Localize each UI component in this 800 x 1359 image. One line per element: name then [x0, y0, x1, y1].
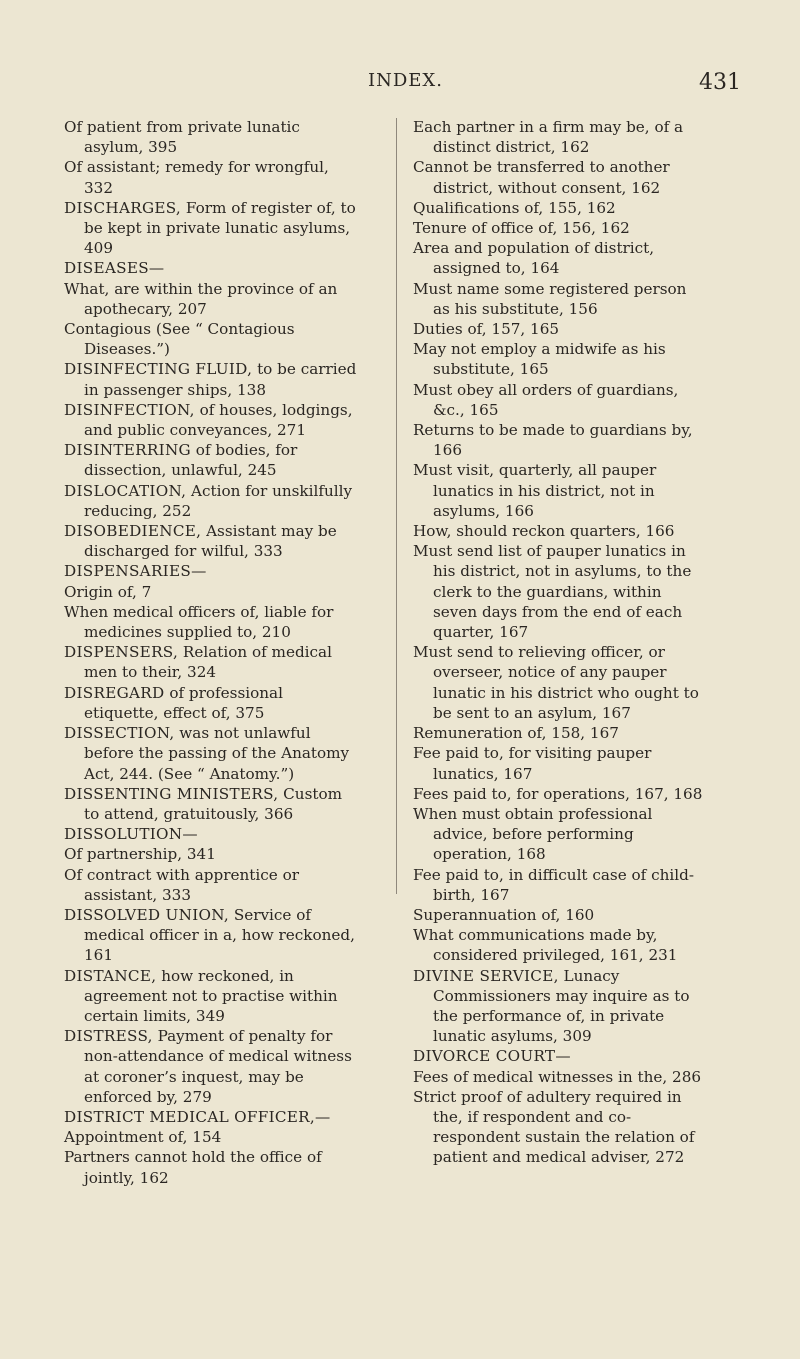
index-entry-text: of bodies, for dissection, unlawful, 245 [84, 441, 298, 480]
index-subentry: What communications made by, considered privileged, 161, 231 [413, 926, 678, 965]
index-entry [64, 359, 360, 399]
index-heading: DISREGARD [64, 683, 165, 702]
index-subentry: Fee paid to, in difficult case of child-birth, 167 [413, 865, 694, 904]
index-entry [64, 824, 360, 844]
index-entry-text: of houses, lodgings, and public conveyances, 271 [84, 400, 353, 440]
index-subentry: Contagious (See “ Contagious Diseases.”) [64, 320, 295, 359]
index-subentry: May not employ a midwife as his substitute, 165 [413, 340, 666, 379]
index-subentry: Of patient from private lunatic asylum, 395 [64, 118, 300, 157]
index-entry-text: Action for unskilfully reducing, 252 [84, 481, 353, 520]
index-subentry: Fees paid to, for operations, 167, 168 [413, 784, 703, 803]
index-subentry: Must send list of pauper lunatics in his district, not in asylums, to the clerk to the guardians, within seven days from the end of each quarter, 167 [413, 542, 692, 642]
index-heading: DISPENSARIES— [64, 562, 207, 581]
index-entry [64, 400, 360, 440]
index-subentry: Tenure of office of, 156, 162 [413, 219, 630, 238]
index-heading: DIVINE SERVICE, [413, 966, 559, 985]
index-heading: DISTRESS, [64, 1027, 153, 1046]
index-subentry: Must visit, quarterly, all pauper lunatics in his district, not in asylums, 166 [413, 461, 657, 520]
index-entry-text: to be carried in passenger ships, 138 [84, 360, 357, 399]
index-subentry: Superannuation of, 160 [413, 905, 595, 924]
index-subentry: Strict proof of adultery required in the, if respondent and co-respondent sustain the relation of patient and medical adviser, 272 [413, 1087, 695, 1167]
index-entry [64, 561, 360, 581]
index-subentry: Of contract with apprentice or assistant, 333 [64, 865, 299, 904]
running-title: INDEX. [368, 70, 443, 91]
index-entry [64, 683, 360, 723]
index-subentry: Of assistant; remedy for wrongful, 332 [64, 158, 329, 197]
index-heading: DISSOLUTION— [64, 825, 198, 844]
index-entry-text: Lunacy Commissioners may inquire as to the performance of, in private lunatic asylums, 309 [433, 966, 690, 1046]
index-heading: DISEASES— [64, 259, 165, 278]
index-heading: DISTRICT MEDICAL OFFICER,— [64, 1107, 331, 1126]
index-entry [64, 440, 360, 480]
index-entry-text: Service of medical officer in a, how reckoned, 161 [84, 905, 355, 965]
index-heading: DISLOCATION, [64, 481, 187, 500]
index-subentry: Each partner in a firm may be, of a distinct district, 162 [413, 118, 684, 157]
index-subentry: Fee paid to, for visiting pauper lunatics, 167 [413, 744, 652, 783]
index-subentry: Origin of, 7 [64, 582, 152, 601]
index-subentry: Appointment of, 154 [64, 1128, 222, 1147]
index-entry-text: Assistant may be discharged for wilful, 333 [84, 522, 337, 561]
page-number: 431 [699, 70, 741, 95]
index-entry [64, 723, 360, 784]
index-entry-text: how reckoned, in agreement not to practise within certain limits, 349 [84, 966, 338, 1025]
index-entry-text: was not unlawful before the passing of the Anatomy Act, 244. (See “ Anatomy.”) [84, 724, 350, 783]
index-entry-text: Custom to attend, gratuitously, 366 [84, 784, 343, 823]
index-entry [64, 966, 360, 1027]
index-entry [64, 784, 360, 824]
index-entry-text: Payment of penalty for non-attendance of medical witness at coroner’s inquest, may be enforced by, 279 [84, 1027, 352, 1106]
index-subentry: Cannot be transferred to another district, without consent, 162 [413, 158, 670, 197]
index-entry-text: Form of register of, to be kept in private lunatic asylums, 409 [84, 198, 356, 258]
index-entry [64, 1107, 360, 1127]
index-subentry: Must obey all orders of guardians, &c., 165 [413, 380, 679, 419]
index-subentry: When must obtain professional advice, before performing operation, 168 [413, 804, 653, 864]
index-heading: DISSOLVED UNION, [64, 905, 229, 924]
index-subentry: Must name some registered person as his substitute, 156 [413, 279, 687, 318]
page-header [0, 70, 800, 100]
index-subentry: How, should reckon quarters, 166 [413, 522, 675, 541]
index-entry [64, 905, 360, 966]
index-subentry: When medical officers of, liable for medicines supplied to, 210 [64, 602, 334, 642]
index-entry [64, 258, 360, 278]
index-heading: DIVORCE COURT— [413, 1047, 571, 1066]
index-heading: DISSECTION, [64, 724, 175, 743]
index-heading: DISINFECTING FLUID, [64, 360, 253, 379]
index-entry [413, 1046, 705, 1066]
index-entry [413, 966, 705, 1047]
index-entry [64, 481, 360, 521]
index-heading: DISCHARGES, [64, 198, 182, 217]
index-heading: DISSENTING MINISTERS, [64, 784, 279, 803]
index-entry-text: of professional etiquette, effect of, 375 [84, 683, 283, 722]
index-heading: DISINFECTION, [64, 400, 195, 419]
index-entry [64, 1026, 360, 1107]
index-heading: DISOBEDIENCE, [64, 522, 202, 541]
index-subentry: Of partnership, 341 [64, 845, 216, 864]
index-subentry: Area and population of district, assigned to, 164 [413, 239, 655, 278]
index-column-right [413, 117, 705, 1168]
index-entry [64, 642, 360, 682]
index-column-left [64, 117, 360, 1188]
index-subentry: Must send to relieving officer, or overseer, notice of any pauper lunatic in his district who ought to be sent to an asylum, 167 [413, 643, 699, 722]
column-divider [396, 118, 397, 894]
index-subentry: Remuneration of, 158, 167 [413, 724, 619, 743]
index-subentry: Partners cannot hold the office of jointly, 162 [64, 1148, 322, 1187]
index-subentry: Qualifications of, 155, 162 [413, 198, 616, 217]
index-subentry: What, are within the province of an apothecary, 207 [64, 279, 338, 318]
index-subentry: Fees of medical witnesses in the, 286 [413, 1067, 702, 1086]
index-subentry: Duties of, 157, 165 [413, 320, 560, 339]
index-entry [64, 521, 360, 561]
index-heading: DISINTERRING [64, 441, 191, 460]
index-entry [64, 198, 360, 259]
index-entry-text: Relation of medical men to their, 324 [84, 643, 332, 682]
index-heading: DISPENSERS, [64, 643, 179, 662]
index-heading: DISTANCE, [64, 966, 157, 985]
index-subentry: Returns to be made to guardians by, 166 [413, 421, 693, 460]
